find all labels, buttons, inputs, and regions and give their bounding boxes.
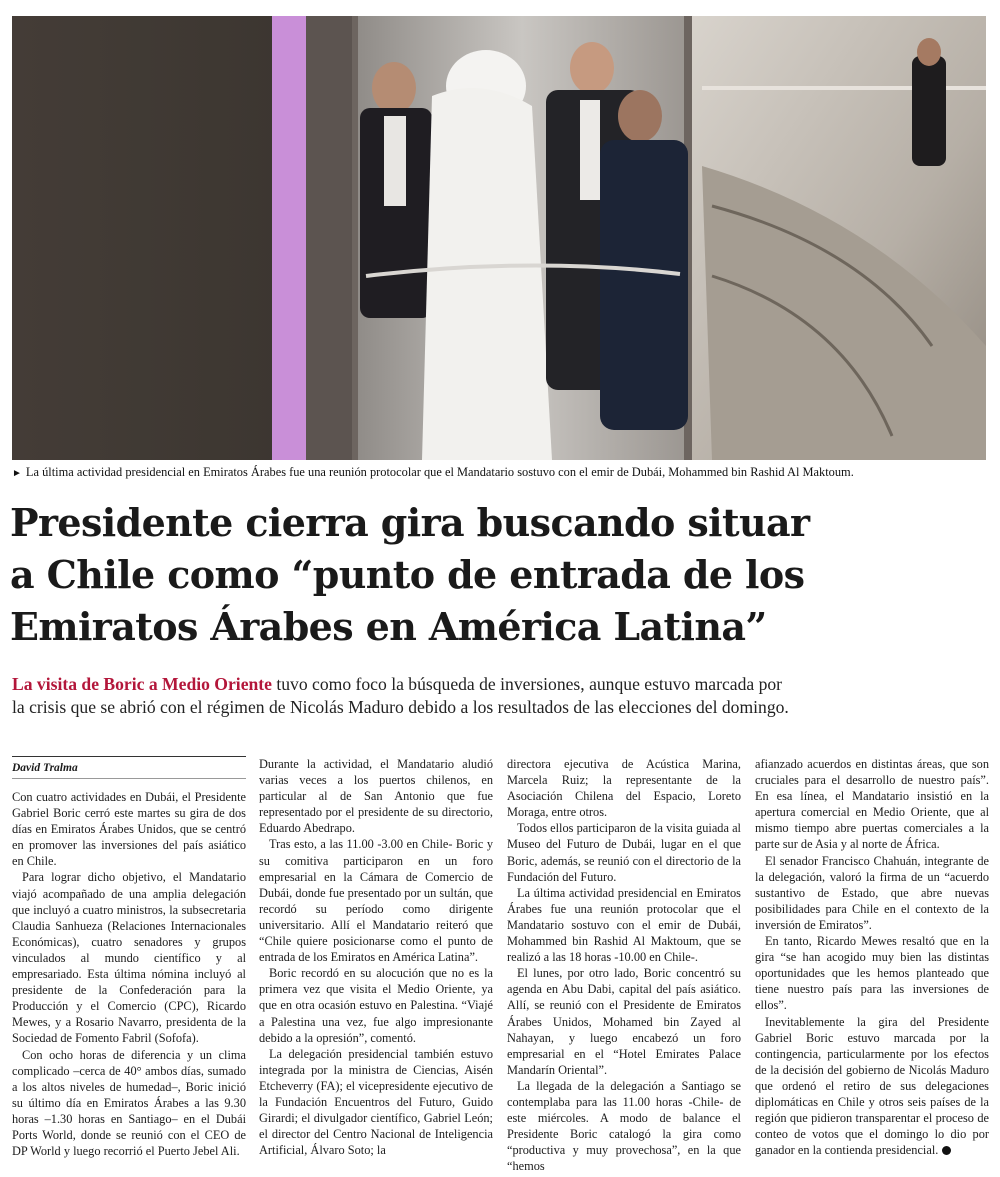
body-paragraph: Con cuatro actividades en Dubái, el Presidente Gabriel Boric cerró este martes su gira de dos días en Emiratos Árabes Unidos, que se centró en promover las inversiones del país asiático en Chile. [12, 790, 246, 869]
headline-line-2: a Chile como “punto de entrada de los [10, 552, 805, 597]
caption-text: La última actividad presidencial en Emiratos Árabes fue una reunión protocolar que el Mandatario sostuvo con el emir de Dubái, Mohammed bin Rashid Al Maktoum. [25, 465, 854, 479]
body-paragraph: Tras esto, a las 11.00 -3.00 en Chile- Boric y su comitiva participaron en un foro empresarial en la Cámara de Comercio de Dubái, donde fue presentado por un sultán, que recordó su período como dirigente universitario. Allí el Mandatario reiteró que “Chile quiere posicionarse como el punto de entrada de los Emiratos en América Latina”. [259, 837, 493, 965]
body-paragraph: Boric recordó en su alocución que no es la primera vez que visita el Medio Oriente, ya que en otra ocasión estuvo en Palestina. “Viajé a Palestina una vez, fue algo impresionante debido a la opresión”, comentó. [259, 966, 493, 1045]
body-paragraph: Todos ellos participaron de la visita guiada al Museo del Futuro de Dubái, lugar en el que Boric, además, se reunió con el directorio de la Fundación del Futuro. [507, 821, 741, 884]
final-paragraph-text: Inevitablemente la gira del Presidente Gabriel Boric estuvo marcada por la contingencia, particularmente por los efectos de la decisión del gobierno de Nicolás Maduro que ordenó el retiro de sus delegaciones diplomáticas en Chile y otros seis países de la región que pidieron transparentar el proceso de conteo de votos que el domingo lo dio por ganador en la contienda presidencial. [755, 1014, 989, 1158]
end-of-article-dot-icon [942, 1146, 951, 1155]
lead-line-1 [12, 673, 988, 696]
body-paragraph: directora ejecutiva de Acústica Marina, Marcela Ruiz; la representante de la Asociación Chilena del Espacio, Loreto Moraga, entre otros. [507, 757, 741, 820]
body-paragraph: El lunes, por otro lado, Boric concentró su agenda en Abu Dabi, capital del país asiático. Allí, se reunió con el Presidente de Emiratos Árabes Unidos, Mohamed bin Zayed al Nahayan, y luego encabezó un foro empresarial en el “Hotel Emirates Palace Mandarín Oriental”. [507, 966, 741, 1077]
body-paragraph: La última actividad presidencial en Emiratos Árabes fue una reunión protocolar que el Mandatario sostuvo con el emir de Dubái, Mohammed bin Rashid Al Maktoum, que se realizó a las 18 horas -10.00 en Chile-. [507, 885, 741, 965]
caption-marker-icon: ► [12, 468, 22, 479]
body-column-2 [259, 756, 493, 1158]
body-paragraph: Para lograr dicho objetivo, el Mandatario viajó acompañado de una amplia delegación que incluyó a cuatro ministros, la subsecretaria Claudia Sanhueza (Relaciones Internacionales Económicas), cuatro senadores y grupos vinculados al mundo científico y al empresariado. Esta última nómina incluyó al presidente de la Confederación para la Producción y el Comercio (CPC), Ricardo Mewes, y a Rosario Navarro, presidenta de la Sociedad de Fomento Fabril (Sofofa). [12, 870, 246, 1046]
body-paragraph-final [755, 1014, 989, 1159]
body-column-3 [507, 756, 741, 1174]
lead-line-2: la crisis que se abrió con el régimen de Nicolás Maduro debido a los resultados de las elecciones del domingo. [12, 697, 789, 717]
photo-people-in-elevator-icon [12, 16, 986, 460]
headline [10, 497, 990, 653]
body-column-4 [755, 756, 989, 1158]
body-paragraph: La llegada de la delegación a Santiago se contemplaba para las 11.00 horas -Chile- de este miércoles. A modo de balance el Presidente Boric catalogó la gira como “productiva y muy provechosa”, en la que “hemos [507, 1078, 741, 1174]
body-column-1 [12, 756, 246, 1159]
lead-paragraph [12, 673, 988, 719]
body-paragraph: Con ocho horas de diferencia y un clima complicado –cerca de 40° ambos días, sumado a los altos niveles de humedad–, Boric inició su último día en Emiratos Árabes a las 9.30 horas –1.30 horas en Santiago– en el Dubái Ports World, donde se reunió con el CEO de DP World y luego recorrió el Puerto Jebel Ali. [12, 1047, 246, 1159]
headline-line-1: Presidente cierra gira buscando situar [10, 500, 810, 545]
body-paragraph: En tanto, Ricardo Mewes resaltó que en la gira “se han acogido muy bien las distintas oportunidades que les hemos planteado que tiene nuestro país para las inversiones de ellos”. [755, 934, 989, 1013]
article-photo [12, 16, 986, 460]
body-paragraph: Durante la actividad, el Mandatario aludió varias veces a los puertos chilenos, en particular al de San Antonio que fue representado por el presidente de su directorio, Eduardo Abedrapo. [259, 757, 493, 836]
lead-kicker: La visita de Boric a Medio Oriente [12, 674, 272, 694]
body-paragraph: El senador Francisco Chahuán, integrante de la delegación, valoró la firma de un “acuerdo sustantivo de Estado, que abre nuevas posibilidades para Chile en el contexto de la inversión de Emiratos”. [755, 853, 989, 932]
byline: David Tralma [12, 756, 246, 779]
body-paragraph: afianzado acuerdos en distintas áreas, que son cruciales para el desarrollo de nuestro país”. En esa línea, el Mandatario insistió en la apertura comercial en Medio Oriente, que al mismo tiempo abre puertas comerciales a la parte sur de Asia y al norte de África. [755, 757, 989, 852]
photo-caption [12, 464, 988, 482]
lead-line-1-rest: tuvo como foco la búsqueda de inversiones, aunque estuvo marcada por [271, 674, 783, 694]
body-paragraph: La delegación presidencial también estuvo integrada por la ministra de Ciencias, Aisén Etcheverry (FA); el vicepresidente ejecutivo de la Fundación Encuentros del Futuro, Guido Girardi; el divulgador científico, Gabriel León; el director del Centro Nacional de Inteligencia Artificial, Álvaro Soto; la [259, 1046, 493, 1158]
headline-line-3: Emiratos Árabes en América Latina” [10, 604, 767, 649]
